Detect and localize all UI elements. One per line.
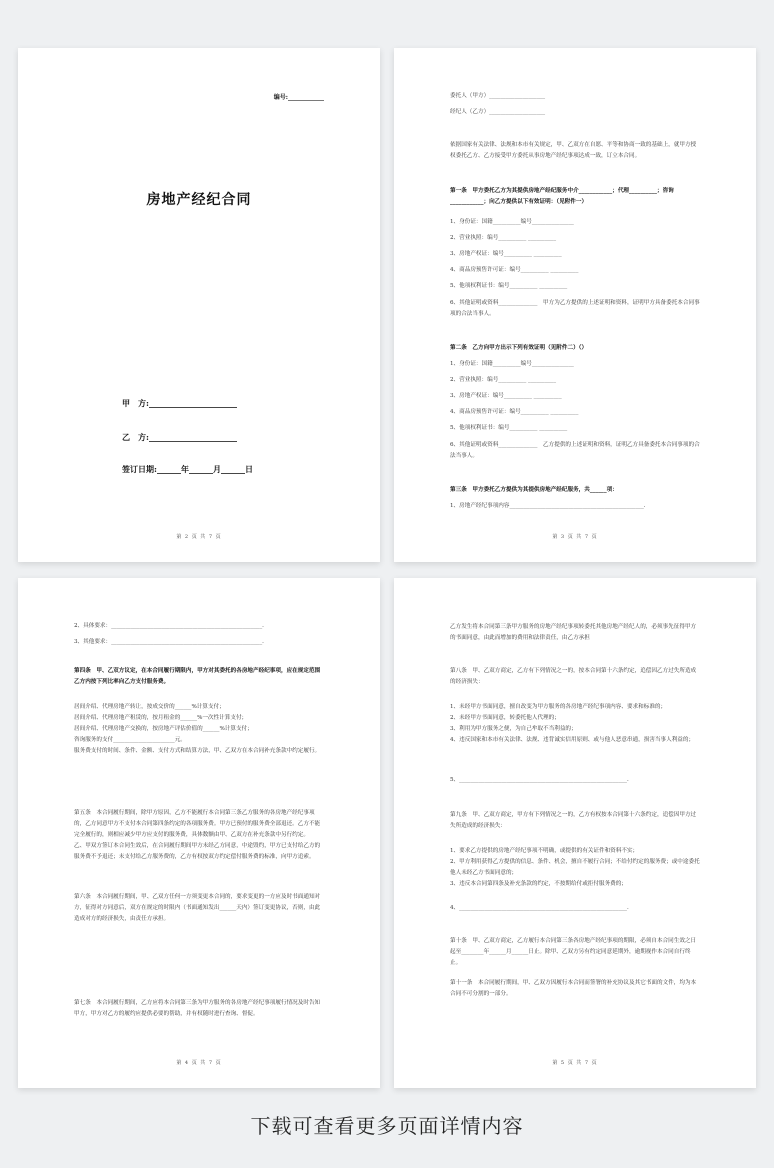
- page3-line-12: 1、身份证：国籍__________编号_______________: [450, 361, 574, 367]
- page-footer: 第 5 页 共 7 页: [552, 1060, 598, 1066]
- page3-line-19: 1、房地产经纪事项内容________________________________________________.: [450, 503, 646, 509]
- page3-line-7: 3、房地产权证：编号__________ __________: [450, 251, 562, 257]
- page3-line-9: 5、他项权利证书：编号__________ __________: [450, 283, 568, 289]
- page-footer: 第 2 页 共 7 页: [176, 534, 222, 540]
- page-2-cover: [18, 48, 380, 562]
- page3-line-4: 第一条 甲方委托乙方为其提供房地产经纪服务中介____________；代理__________；咨询____________；向乙方提供以下有效证明：（见附件一）: [450, 188, 674, 205]
- page4-line-2: 3、其他要求：______________________________________________________.: [74, 639, 264, 645]
- page-footer: 第 4 页 共 7 页: [176, 1060, 222, 1066]
- page3-line-16: 5、他项权利证书：编号__________ __________: [450, 425, 568, 431]
- page5-line-4: 5、____________________________________________________________.: [450, 777, 629, 783]
- contract-number-label: 编号:____________: [273, 94, 324, 101]
- page4-line-3: 第四条 甲、乙双方议定，在本合同履行期限内，甲方对其委托的各房地产经纪事项，应在规定范围乙方内按下列比率向乙方支付服务费。: [74, 668, 321, 685]
- page3-line-17: 6、其他证明或资料______________ 乙方提供的上述证明和资料，证明乙方具备委托本合同事项的合法当事人。: [450, 442, 700, 459]
- download-caption: 下载可查看更多页面详情内容: [250, 1114, 524, 1138]
- page5-line-6: 1、要求乙方提供的房地产经纪事项不明确，或提供的有关证件和资料不实； 2、甲方利用获得乙方提供的信息、条件、机会，擅自不履行合同；不给付约定的服务费；或中途委托他人未经乙方书面同意的； 3、违反本合同第四条及补充条款的约定，不按期给付或拒付服务费的；: [450, 848, 700, 887]
- party-a-line: 甲 方:______________________: [122, 398, 237, 408]
- page5-line-1: 乙方发生将本合同第三条甲方服务的房地产经纪事项转委托其他房地产经纪人的，必须事先征得甲方的书面同意，由此而增加的费用和法律责任，由乙方承担: [450, 624, 697, 641]
- page3-line-5: 1、身份证：国籍__________编号_______________: [450, 219, 574, 225]
- page3-line-13: 2、营业执照：编号__________ __________: [450, 377, 557, 383]
- contract-title: 房地产经纪合同: [146, 192, 252, 208]
- page4-line-5: 第五条 本合同履行期间，除甲方原因，乙方不能履行本合同第三条乙方服务的各房地产经纪事项的，乙方同意甲方不支付本合同第四条约定的各项服务费。甲方已预付的服务费全部退还。乙方不能完全履行的，则相应减少甲方应支付的服务费，具体数额由甲、乙双方在补充条款中另行约定。 乙、甲双方签订本合同生效后，在合同履行期间甲方未经乙方同意，中途毁约，甲方已支付给乙方的服务费不予退还；未支付给乙方服务费的，乙方有权按双方约定偿付服务费的标准，向甲方追索。: [74, 810, 321, 860]
- party-b-line: 乙 方:______________________: [122, 432, 237, 442]
- page-4: [18, 578, 380, 1088]
- page3-line-6: 2、营业执照：编号__________ __________: [450, 235, 557, 241]
- page4-line-4: 居间介绍、代理房地产转让，按成交价的______%计算支付； 居间介绍、代理房地产租赁的，按月租金的______%一次性计算支付； 居间介绍、代理房地产交换的，按房地产评估价值的______%计算支付； 咨询服务的支付______________________元。 服务费支付的时间、条件、金额、支付方式和结算方法，甲、乙双方在本合同补充条款中约定履行。: [74, 704, 321, 754]
- page4-line-1: 2、具体要求：______________________________________________________.: [74, 623, 264, 629]
- page-3: [394, 48, 756, 562]
- page5-line-2: 第八条 甲、乙双方商定，乙方有下列情况之一的，按本合同第十六条约定，追偿因乙方过失所造成的经济损失：: [450, 668, 697, 685]
- page5-line-7: 4、____________________________________________________________.: [450, 905, 629, 911]
- page3-line-18: 第三条 甲方委托乙方提供为其提供房地产经纪服务，共______项：: [450, 487, 618, 493]
- page3-line-11: 第二条 乙方向甲方出示下列有效证明（见附件二）（）: [450, 345, 588, 351]
- page4-line-7: 第七条 本合同履行期间，乙方应将本合同第三条为甲方服务的各房地产经纪事项履行情况及时告知甲方，甲方对乙方的履约应提供必要的帮助，并有权随时进行查询、督促。: [74, 1000, 321, 1017]
- page-footer: 第 3 页 共 7 页: [552, 534, 598, 540]
- page5-line-8: 第十条 甲、乙双方商定，乙方履行本合同第三条各房地产经纪事项的期限，必须自本合同生效之日起至________年______月______日止。除甲、乙双方另有约定同意延期外，逾期视作本合同自行终止。: [450, 938, 697, 966]
- page3-line-10: 6、其他证明或资料______________ 甲方为乙方提供的上述证明和资料，证明甲方具备委托本合同事项的合法当事人。: [450, 300, 700, 317]
- page4-line-6: 第六条 本合同履行期间，甲、乙双方任何一方须变更本合同的，要求变更的一方应及时书面通知对方，征得对方同意后，双方在规定的时限内（书面通知发出______天内）签订变更协议，否则，由此造成对方的经济损失，由责任方承担。: [74, 894, 321, 922]
- page5-line-5: 第九条 甲、乙双方商定，甲方有下列情况之一的，乙方有权按本合同第十六条约定，追偿因甲方过失所造成的经济损失：: [450, 812, 697, 829]
- page3-line-2: 经纪人（乙方）____________________: [450, 109, 546, 115]
- page3-line-3: 依据国家有关法律、法规和本市有关规定，甲、乙双方在自愿、平等和协商一致的基础上，就甲方授权委托乙方、乙方接受甲方委托从事房地产经纪事项达成一致，订立本合同。: [450, 142, 697, 159]
- page-5: [394, 578, 756, 1088]
- page3-line-1: 委托人（甲方）____________________: [450, 93, 546, 99]
- page3-line-14: 3、房地产权证：编号__________ __________: [450, 393, 562, 399]
- sign-date-line: 签订日期:______年______月______日: [122, 464, 253, 474]
- page5-line-3: 1、未经甲方书面同意，擅自改变为甲方服务的各房地产经纪事项内容、要求和标准的； 2、未经甲方书面同意，转委托他人代理的； 3、利用为甲方服务之便，为自己牟取不当利益的； 4、违反国家和本市有关法律、法规、违背诚实信用原则、或与他人恶意串通，损害当事人利益的；: [450, 704, 695, 743]
- page5-line-9: 第十一条 本合同履行期间，甲、乙双方因履行本合同而签署的补充协议及其它书面的文件，均为本合同不可分割的一部分。: [450, 980, 697, 997]
- page3-line-15: 4、商品房预售许可证：编号__________ __________: [450, 409, 579, 415]
- page3-line-8: 4、商品房预售许可证：编号__________ __________: [450, 267, 579, 273]
